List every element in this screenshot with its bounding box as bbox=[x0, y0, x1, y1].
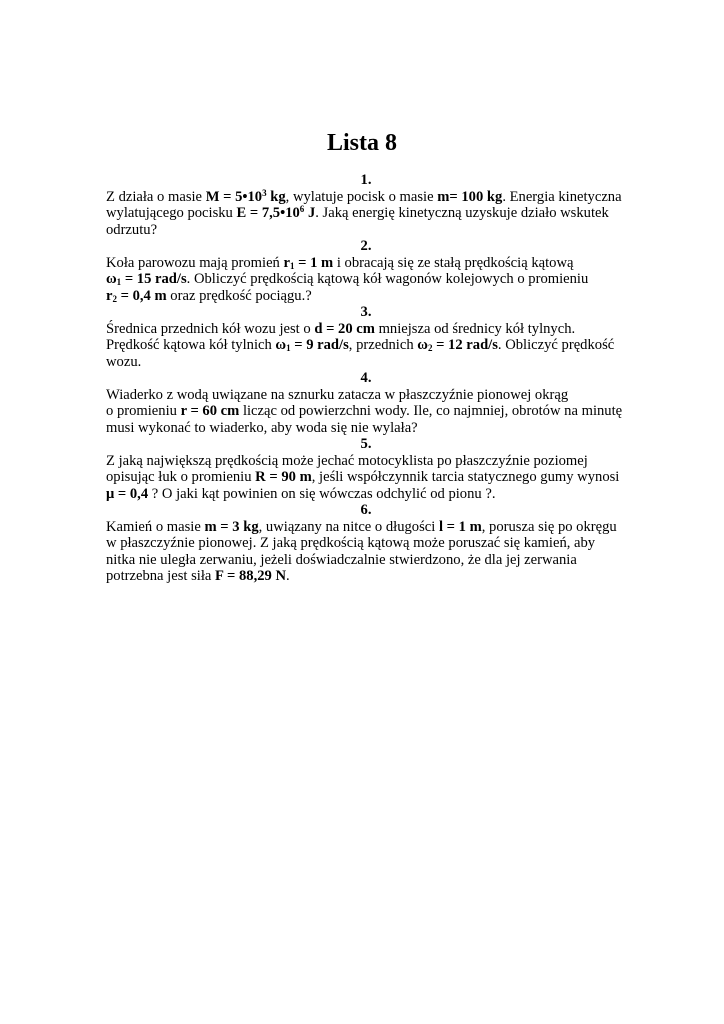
text-run: , porusza się po okręgu bbox=[481, 518, 617, 535]
bold-text: = 15 rad/s bbox=[121, 271, 187, 287]
superscript-text: 6 bbox=[299, 204, 305, 214]
problem-text-line bbox=[106, 337, 626, 354]
text-run: , uwiązany na nitce o długości bbox=[258, 518, 439, 535]
problem-text-line bbox=[106, 420, 626, 437]
problem-text-line bbox=[106, 288, 626, 305]
bold-text: = 12 rad/s bbox=[432, 337, 498, 353]
bold-text: r = 60 cm bbox=[180, 403, 240, 419]
text-run: Z jaką największą prędkością może jechać motocyklista po płaszczyźnie poziomej bbox=[106, 452, 588, 469]
problem-number: 6. bbox=[360, 502, 372, 518]
text-run: , wylatuje pocisk o masie bbox=[285, 188, 438, 205]
text-run: oraz prędkość pociągu.? bbox=[166, 287, 312, 304]
bold-text: μ = 0,4 bbox=[106, 485, 149, 502]
problem-text-line bbox=[106, 486, 626, 503]
subscript-text: 1 bbox=[286, 343, 291, 353]
problem-block bbox=[106, 304, 626, 370]
text-run: . Obliczyć prędkością kątową kół wagonów kolejowych o promieniu bbox=[186, 271, 589, 287]
text-run: mniejsza od średnicy kół tylnych. bbox=[374, 320, 576, 337]
problem-number: 4. bbox=[360, 370, 372, 386]
text-run: potrzebna jest siła bbox=[106, 568, 216, 584]
bold-text: d = 20 cm bbox=[314, 320, 375, 337]
problem-text-line bbox=[106, 469, 626, 486]
problem-number: 3. bbox=[360, 304, 372, 320]
text-run: , jeśli współczynnik tarcia statycznego gumy wynosi bbox=[311, 469, 620, 485]
problem-block bbox=[106, 238, 626, 304]
problem-text-line bbox=[106, 453, 626, 470]
problem-text-line bbox=[106, 387, 626, 404]
text-run: o promieniu bbox=[106, 403, 181, 419]
text-run: . Jaką energię kinetyczną uzyskuje działo wskutek bbox=[315, 205, 609, 221]
text-run: licząc od powierzchni wody. Ile, co najmniej, obrotów na minutę bbox=[239, 403, 623, 419]
text-run: Prędkość kątowa kół tylnich bbox=[106, 337, 276, 353]
text-run: Z działa o masie bbox=[106, 188, 206, 205]
page-title: Lista 8 bbox=[326, 130, 397, 156]
problem-number: 1. bbox=[360, 172, 372, 188]
bold-text: ω bbox=[106, 271, 117, 287]
bold-text: l = 1 m bbox=[438, 518, 482, 535]
problem-number: 5. bbox=[360, 436, 372, 452]
bold-text: r bbox=[106, 287, 113, 304]
subscript-text: 1 bbox=[289, 260, 295, 271]
problem-text-line bbox=[106, 271, 626, 288]
bold-text: ω bbox=[275, 337, 287, 353]
text-run: . Obliczyć prędkość bbox=[497, 337, 615, 353]
problem-text-line bbox=[106, 535, 626, 552]
text-run: wozu. bbox=[106, 353, 142, 370]
problem-text-line bbox=[106, 255, 626, 272]
problem-text-line bbox=[106, 222, 626, 239]
bold-text: M = 5•10 bbox=[205, 188, 263, 205]
text-run: w płaszczyźnie pionowej. Z jaką prędkością kątową może poruszać się kamień, aby bbox=[106, 535, 596, 551]
superscript-text: 3 bbox=[262, 187, 267, 198]
bold-text: ω bbox=[417, 337, 428, 353]
bold-text: = 1 m bbox=[294, 254, 334, 271]
text-run: odrzutu? bbox=[106, 221, 158, 238]
bold-text: m = 3 kg bbox=[204, 518, 259, 535]
problem-list bbox=[106, 172, 626, 585]
problem-text-line bbox=[106, 205, 626, 222]
bold-text: E = 7,5•10 bbox=[236, 205, 300, 221]
bold-text: F = 88,29 N bbox=[215, 568, 287, 584]
subscript-text: 2 bbox=[112, 293, 117, 304]
problem-text-line bbox=[106, 321, 626, 338]
text-run: Kamień o masie bbox=[106, 518, 205, 535]
text-run: Wiaderko z wodą uwiązane na sznurku zatacza w płaszczyźnie pionowej okrąg bbox=[106, 386, 569, 403]
bold-text: = 9 rad/s bbox=[290, 337, 349, 353]
problem-text-line bbox=[106, 519, 626, 536]
problem-text-line bbox=[106, 552, 626, 569]
text-run: , przednich bbox=[348, 337, 418, 353]
problem-text-line bbox=[106, 568, 626, 585]
bold-text: R = 90 m bbox=[255, 469, 312, 485]
bold-text: r bbox=[283, 254, 290, 271]
text-run: ? O jaki kąt powinien on się wówczas odchylić od pionu ?. bbox=[148, 485, 496, 502]
bold-text: kg bbox=[266, 188, 286, 205]
text-run: opisując łuk o promieniu bbox=[106, 469, 256, 485]
text-run: . Energia kinetyczna bbox=[502, 188, 622, 205]
bold-text: J bbox=[304, 205, 316, 221]
text-run: nitka nie uległa zerwaniu, jeżeli doświadczalnie stwierdzono, że dla jej zerwania bbox=[106, 551, 577, 568]
text-run: wylatującego pocisku bbox=[106, 205, 237, 221]
problem-text-line bbox=[106, 189, 626, 206]
bold-text: = 0,4 m bbox=[116, 287, 167, 304]
subscript-text: 1 bbox=[116, 277, 122, 287]
problem-text-line bbox=[106, 403, 626, 420]
problem-number: 2. bbox=[360, 238, 372, 254]
problem-text-line bbox=[106, 354, 626, 371]
problem-block bbox=[106, 502, 626, 585]
problem-block bbox=[106, 370, 626, 436]
text-run: . bbox=[286, 568, 290, 584]
text-run: Koła parowozu mają promień bbox=[106, 254, 284, 271]
problem-block bbox=[106, 436, 626, 502]
text-run: i obracają się ze stałą prędkością kątową bbox=[333, 254, 574, 271]
text-run: Średnica przednich kół wozu jest o bbox=[106, 320, 315, 337]
problem-block bbox=[106, 172, 626, 238]
bold-text: m= 100 kg bbox=[437, 188, 503, 205]
subscript-text: 2 bbox=[427, 343, 433, 353]
text-run: musi wykonać to wiaderko, aby woda się nie wylała? bbox=[106, 419, 418, 436]
